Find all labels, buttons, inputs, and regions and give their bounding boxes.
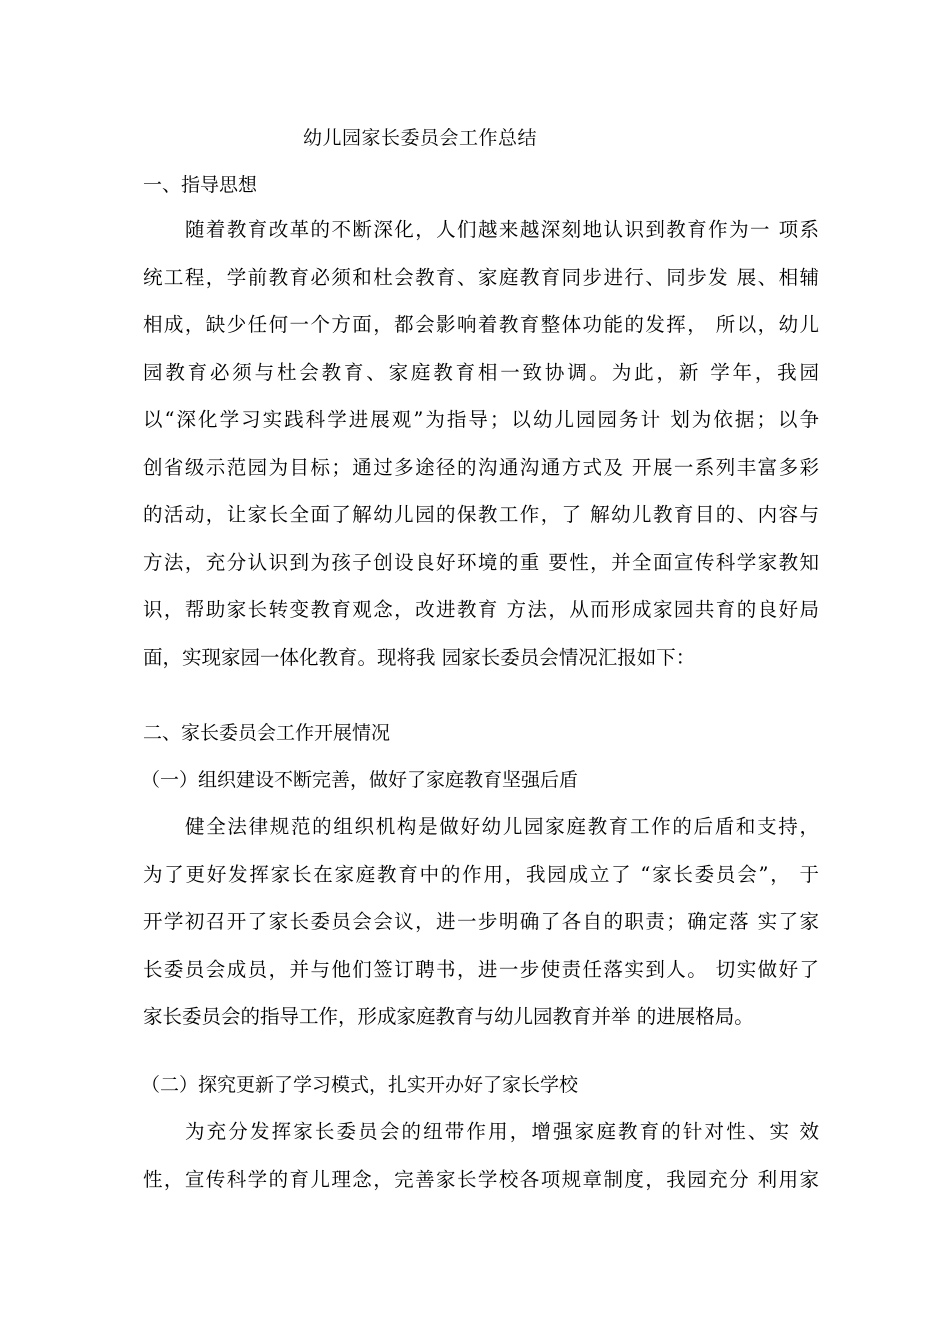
- paragraph-line: 性，宣传科学的育儿理念，完善家长学校各项规章制度，我园充分 利用家: [143, 1167, 819, 1191]
- paragraph-line: 健全法律规范的组织机构是做好幼儿园家庭教育工作的后盾和支持，: [185, 815, 819, 838]
- paragraph-organization: [143, 812, 819, 1050]
- paragraph-line: 方法，充分认识到为孩子创设良好环境的重 要性，并全面宣传科学家教知: [143, 550, 819, 574]
- section-heading-guiding-ideology: 一、指导思想: [143, 174, 258, 196]
- paragraph-line: 园教育必须与杜会教育、家庭教育相一致协调。为此，新 学年，我园: [143, 360, 819, 384]
- paragraph-line: 统工程，学前教育必须和杜会教育、家庭教育同步进行、同步发 展、相辅: [143, 265, 819, 289]
- paragraph-line: 开学初召开了家长委员会会议，进一步明确了各自的职责；确定落 实了家: [143, 910, 819, 933]
- subsection-heading-organization: （一）组织建设不断完善，做好了家庭教育坚强后盾: [141, 769, 579, 791]
- paragraph-line: 的活动，让家长全面了解幼儿园的保教工作，了 解幼儿教育目的、内容与: [143, 503, 819, 526]
- paragraph-line: 创省级示范园为目标；通过多途径的沟通沟通方式及 开展一系列丰富多彩: [143, 455, 819, 479]
- paragraph-line: 为充分发挥家长委员会的纽带作用，增强家庭教育的针对性、实 效: [185, 1120, 819, 1143]
- subsection-heading-parent-school: （二）探究更新了学习模式，扎实开办好了家长学校: [141, 1074, 579, 1096]
- paragraph-line: 为了更好发挥家长在家庭教育中的作用，我园成立了 “家长委员会”， 于: [143, 862, 819, 886]
- paragraph-line: 家长委员会的指导工作，形成家庭教育与幼儿园教育并举 的进展格局。: [143, 1005, 754, 1028]
- paragraph-parent-school: [143, 1117, 819, 1212]
- paragraph-line: 识，帮助家长转变教育观念，改进教育 方法，从而形成家园共育的良好局: [143, 598, 819, 621]
- paragraph-line: 随着教育改革的不断深化，人们越来越深刻地认识到教育作为一 项系: [185, 218, 819, 241]
- paragraph-line: 面，实现家园一体化教育。现将我 园家长委员会情况汇报如下：: [143, 645, 696, 669]
- paragraph-line: 以“深化学习实践科学进展观”为指导；以幼儿园园务计 划为依据；以争: [143, 408, 819, 431]
- paragraph-line: 长委员会成员，并与他们签订聘书，进一步使责任落实到人。 切实做好了: [143, 957, 819, 981]
- section-heading-work-progress: 二、家长委员会工作开展情况: [143, 722, 391, 744]
- paragraph-guiding-ideology: [143, 215, 819, 690]
- paragraph-line: 相成，缺少任何一个方面，都会影响着教育整体功能的发挥， 所以，幼儿: [143, 313, 819, 336]
- document-title: 幼儿园家长委员会工作总结: [302, 127, 537, 149]
